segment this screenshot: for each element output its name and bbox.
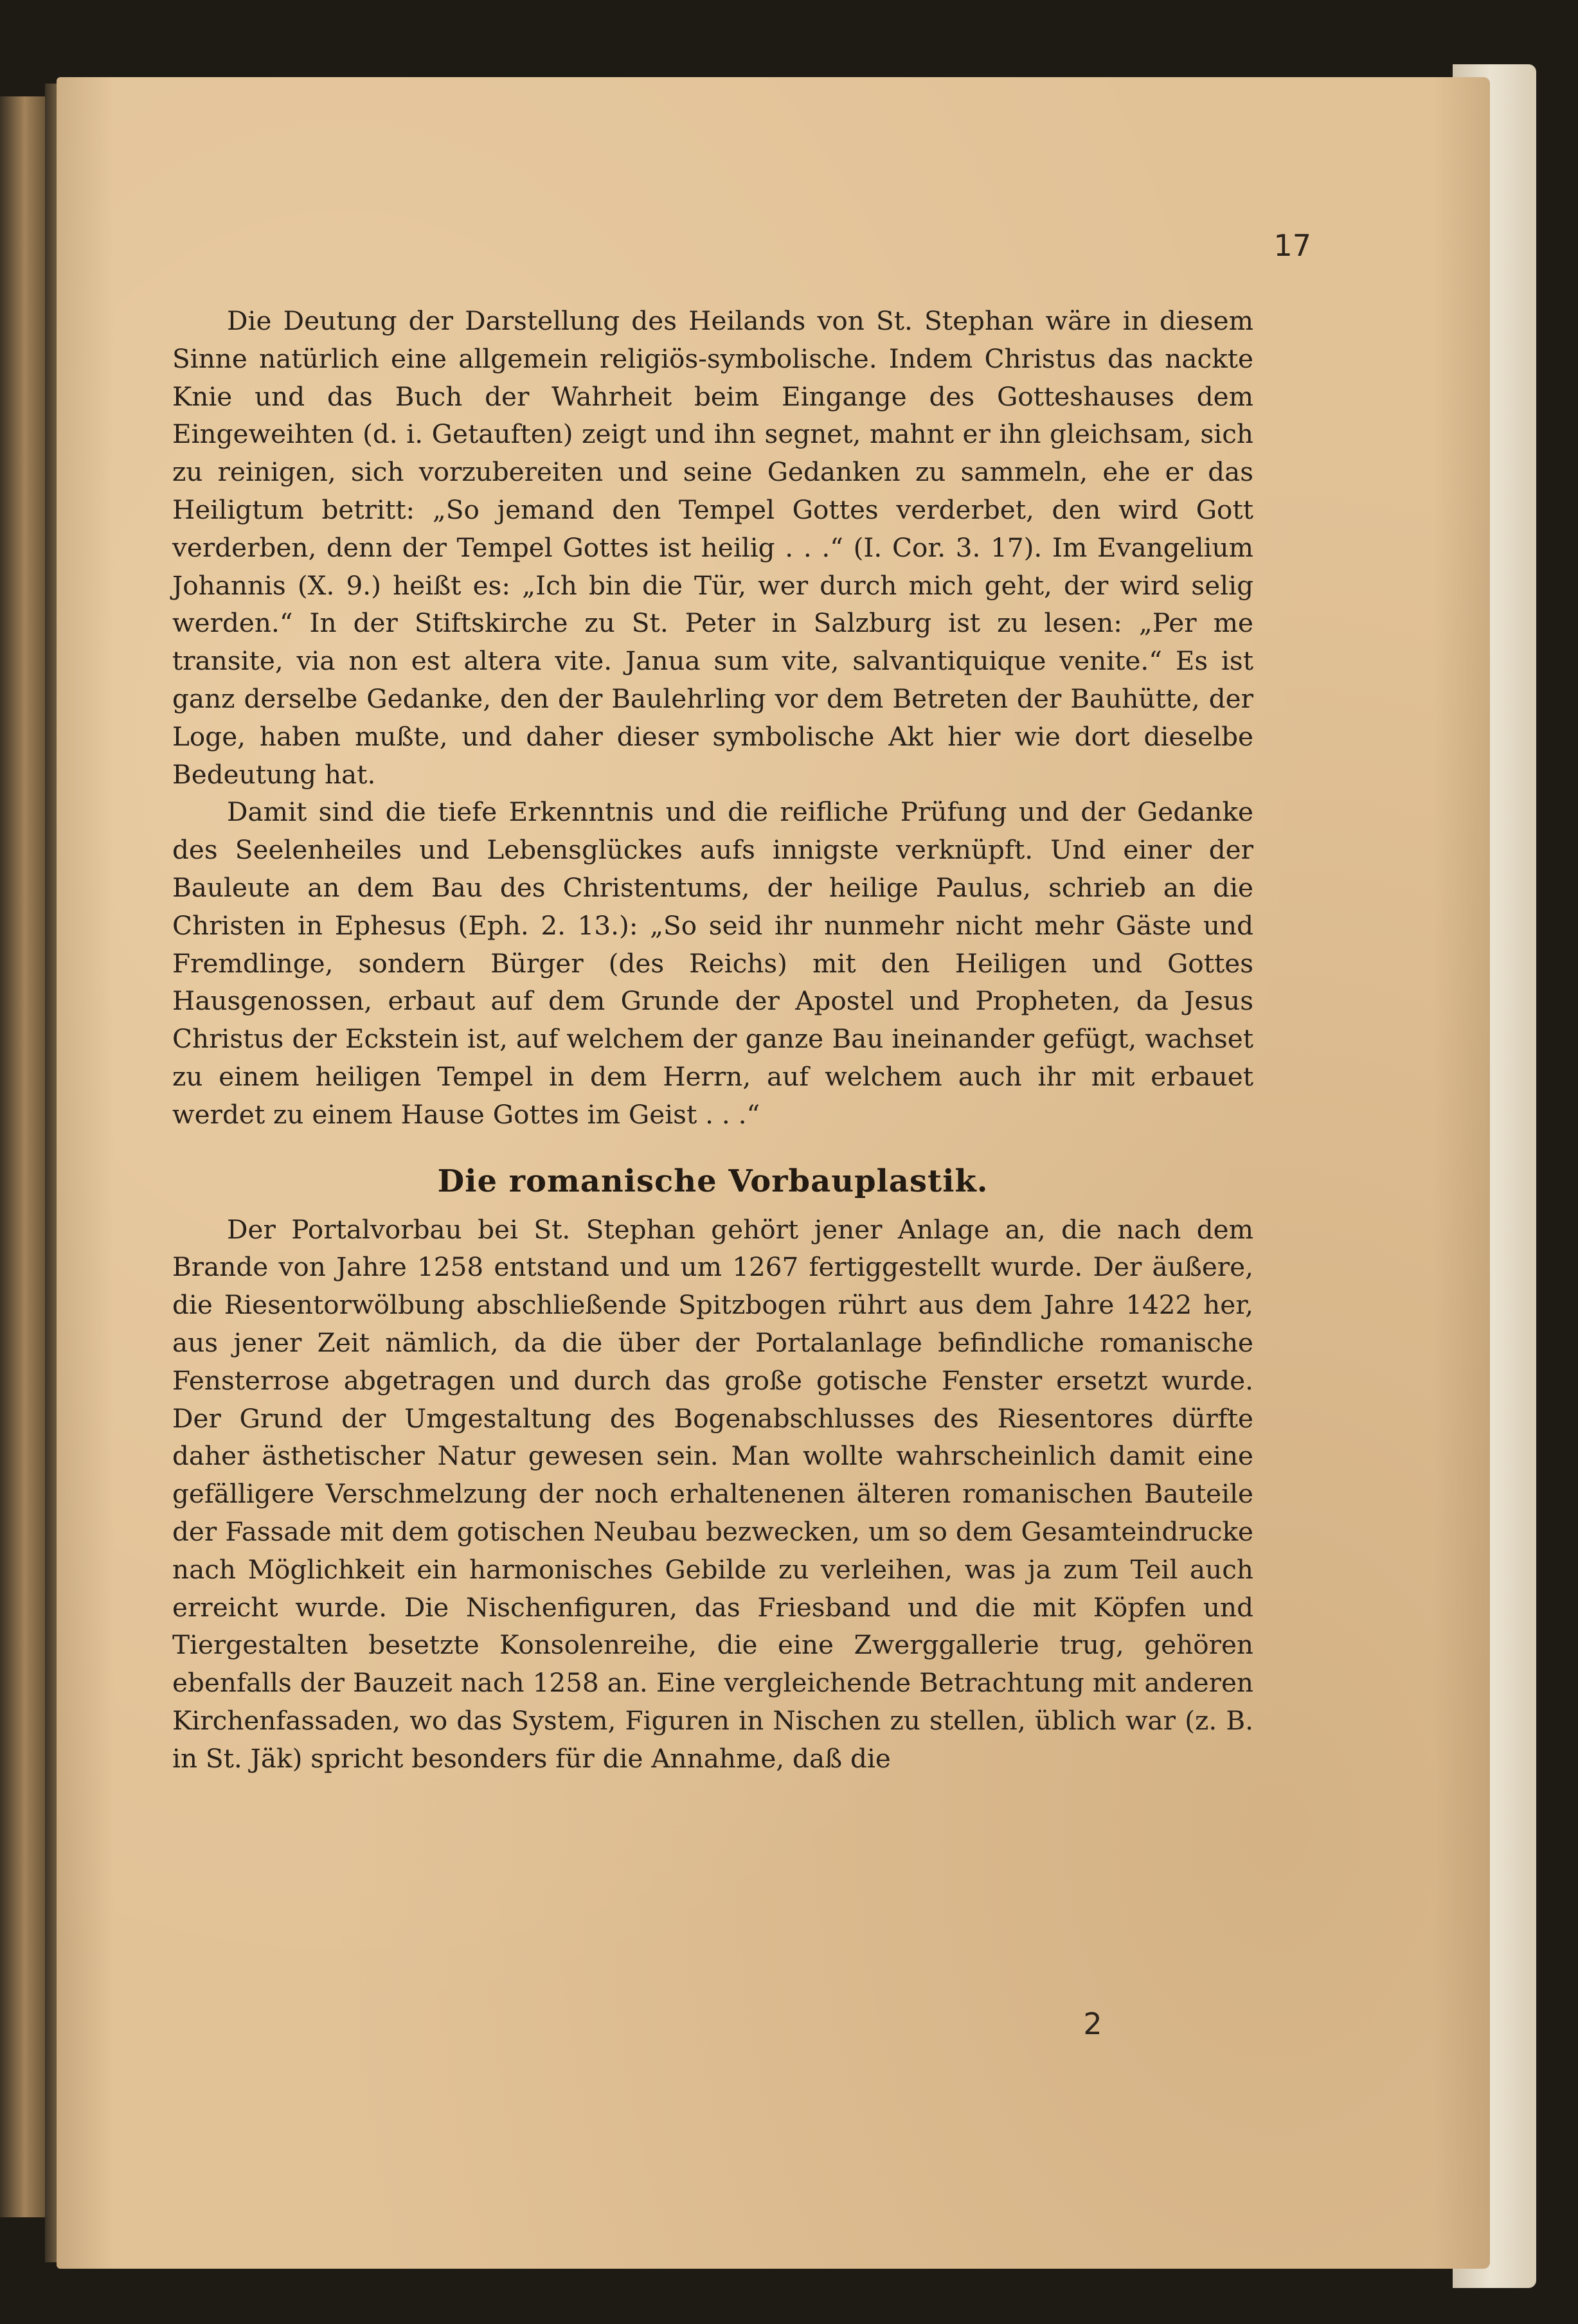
section-heading: Die romanische Vorbauplastik. bbox=[437, 1163, 989, 1199]
paragraph-deutung: Die Deutung der Darstellung des Heilands von St. Stephan wäre in diesem Sinne natürlich eine allgemein religiös-symbolische. Indem Christus das nackte Knie und das Buch der Wahrheit beim Eingange des Gotteshauses dem Eingeweihten (d. i. Getauften) zeigt und ihn segnet, mahnt er ihn gleichsam, sich zu reinigen, sich vorzubereiten und seine Gedanken zu sammeln, ehe er das Heiligtum betritt: „So jemand den Tempel Gottes verderbet, den wird Gott verderben, denn der Tempel Gottes ist heilig . . .“ (I. Cor. 3. 17). Im Evangelium Johannis (X. 9.) heißt es: „Ich bin die Tür, wer durch mich geht, der wird selig werden.“ In der Stiftskirche zu St. Peter in Salzburg ist zu lesen: „Per me transite, via non est altera vite. Janua sum vite, salvantiquique venite.“ Es ist ganz derselbe Gedanke, den der Baulehrling vor dem Betreten der Bauhütte, der Loge, haben mußte, und daher dieser symbolische Akt hier wie dort dieselbe Bedeutung hat. bbox=[172, 305, 1253, 790]
paragraph-portalvorbau: Der Portalvorbau bei St. Stephan gehört jener Anlage an, die nach dem Brande von Jahre 1258 entstand und um 1267 fertiggestellt wurde. Der äußere, die Riesentorwölbung abschließende Spitzbogen rührt aus dem Jahre 1422 her, aus jener Zeit nämlich, da die über der Portalanlage befindliche romanische Fensterrose abgetragen und durch das große gotische Fenster ersetzt wurde. Der Grund der Umgestaltung des Bogenabschlusses des Riesentores dürfte daher ästhetischer Natur gewesen sein. Man wollte wahrscheinlich damit eine gefälligere Verschmelzung der noch erhaltenenen älteren romanischen Bauteile der Fassade mit dem gotischen Neubau bezwecken, um so dem Gesamteindrucke nach Möglichkeit ein harmonisches Gebilde zu verleihen, was ja zum Teil auch erreicht wurde. Die Nischenfiguren, das Friesband und die mit Köpfen und Tiergestalten besetzte Konsolenreihe, die eine Zwerggallerie trug, gehören ebenfalls der Bauzeit nach 1258 an. Eine vergleichende Betrachtung mit anderen Kirchenfassaden, wo das System, Figuren in Nischen zu stellen, üblich war (z. B. in St. Jäk) spricht besonders für die Annahme, daß die bbox=[172, 1213, 1253, 1774]
paragraph-erkenntnis: Damit sind die tiefe Erkenntnis und die reifliche Prüfung und der Gedanke des Seelenheiles und Lebensglückes aufs innigste verknüpft. Und einer der Bauleute an dem Bau des Christentums, der heilige Paulus, schrieb an die Christen in Ephesus (Eph. 2. 13.): „So seid ihr nunmehr nicht mehr Gäste und Fremdlinge, sondern Bürger (des Reichs) mit den Heiligen und Gottes Hausgenossen, erbaut auf dem Grunde der Apostel und Propheten, da Jesus Christus der Eckstein ist, auf welchem der ganze Bau ineinander gefügt, wachset zu einem heiligen Tempel in dem Herrn, auf welchem auch ihr mit erbauet werdet zu einem Hause Gottes im Geist . . .“ bbox=[172, 796, 1253, 1130]
signature-mark: 2 bbox=[1083, 2007, 1102, 2041]
page-number: 17 bbox=[1273, 228, 1311, 263]
page-body bbox=[172, 302, 1253, 1777]
left-page-edge bbox=[0, 96, 45, 2217]
